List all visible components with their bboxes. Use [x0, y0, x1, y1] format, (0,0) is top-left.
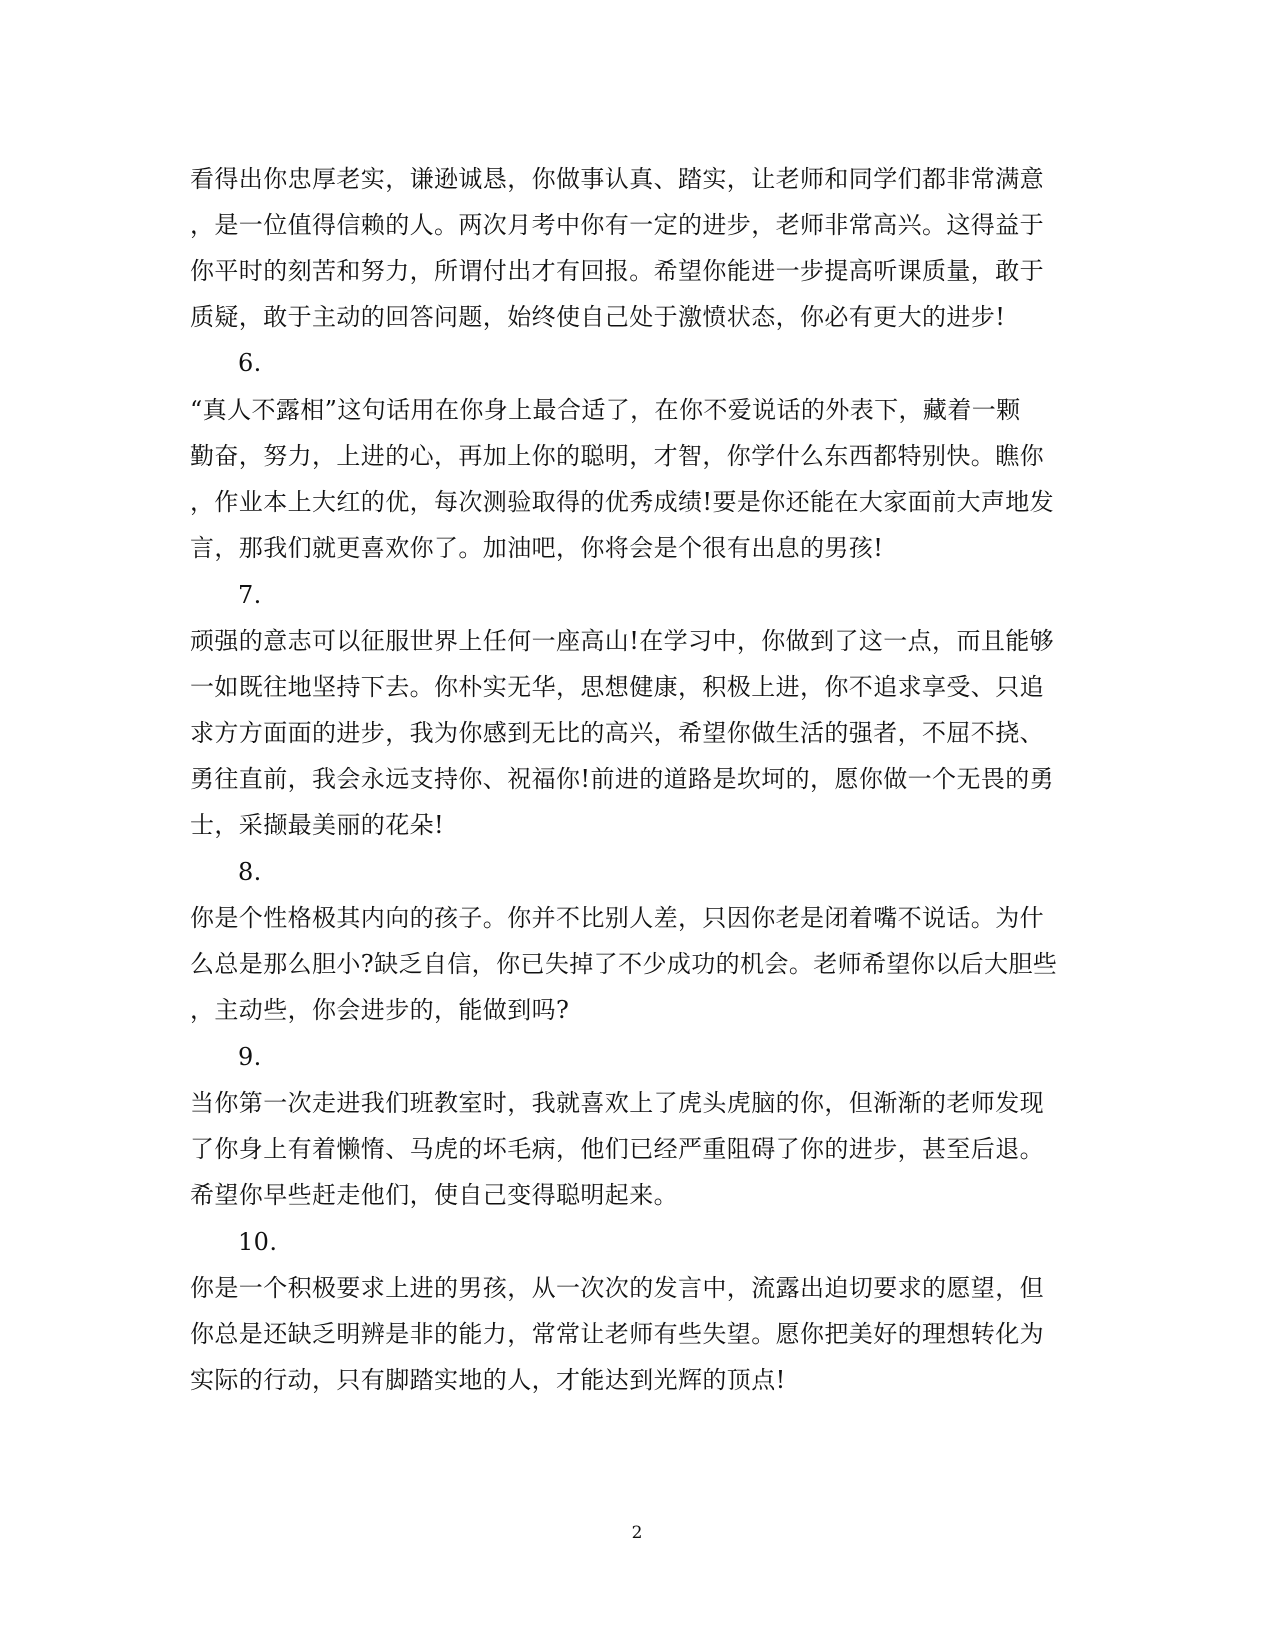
item-number: 6.: [238, 349, 262, 377]
paragraph-line: 言，那我们就更喜欢你了。加油吧，你将会是个很有出息的男孩!: [190, 534, 884, 562]
item-number: 7.: [238, 581, 262, 609]
paragraph-line: 你总是还缺乏明辨是非的能力，常常让老师有些失望。愿你把美好的理想转化为: [190, 1320, 1044, 1348]
item-number: 8.: [238, 858, 262, 886]
paragraph-line: 看得出你忠厚老实，谦逊诚恳，你做事认真、踏实，让老师和同学们都非常满意: [190, 165, 1044, 193]
paragraph-line: 你平时的刻苦和努力，所谓付出才有回报。希望你能进一步提高听课质量，敢于: [190, 257, 1044, 285]
paragraph-line: 你是个性格极其内向的孩子。你并不比别人差，只因你老是闭着嘴不说话。为什: [190, 904, 1044, 932]
item-number: 9.: [238, 1043, 262, 1071]
paragraph-line: ，是一位值得信赖的人。两次月考中你有一定的进步，老师非常高兴。这得益于: [190, 211, 1044, 239]
paragraph-line: 士，采撷最美丽的花朵!: [190, 811, 445, 839]
paragraph-line: 么总是那么胆小?缺乏自信，你已失掉了不少成功的机会。老师希望你以后大胆些: [190, 950, 1058, 978]
paragraph-line: 你是一个积极要求上进的男孩，从一次次的发言中，流露出迫切要求的愿望，但: [190, 1274, 1044, 1302]
paragraph-line: ，主动些，你会进步的，能做到吗?: [190, 996, 570, 1024]
paragraph-line: 质疑，敢于主动的回答问题，始终使自己处于激愤状态，你必有更大的进步!: [190, 303, 1006, 331]
paragraph-line: 实际的行动，只有脚踏实地的人，才能达到光辉的顶点!: [190, 1366, 786, 1394]
paragraph-line: “真人不露相”这句话用在你身上最合适了，在你不爱说话的外表下，藏着一颗: [190, 396, 1021, 424]
page-number: 2: [631, 1523, 643, 1543]
paragraph-line: 勇往直前，我会永远支持你、祝福你!前进的道路是坎坷的，愿你做一个无畏的勇: [190, 765, 1055, 793]
paragraph-line: ，作业本上大红的优，每次测验取得的优秀成绩!要是你还能在大家面前大声地发: [190, 488, 1055, 516]
paragraph-line: 了你身上有着懒惰、马虎的坏毛病，他们已经严重阻碍了你的进步，甚至后退。: [190, 1135, 1044, 1163]
paragraph-line: 一如既往地坚持下去。你朴实无华，思想健康，积极上进，你不追求享受、只追: [190, 673, 1044, 701]
paragraph-line: 希望你早些赶走他们，使自己变得聪明起来。: [190, 1181, 678, 1209]
paragraph-line: 勤奋，努力，上进的心，再加上你的聪明，才智，你学什么东西都特别快。瞧你: [190, 442, 1044, 470]
paragraph-line: 顽强的意志可以征服世界上任何一座高山!在学习中，你做到了这一点，而且能够: [190, 627, 1055, 655]
paragraph-line: 求方方面面的进步，我为你感到无比的高兴，希望你做生活的强者，不屈不挠、: [190, 719, 1044, 747]
item-number: 10.: [238, 1228, 278, 1256]
paragraph-line: 当你第一次走进我们班教室时，我就喜欢上了虎头虎脑的你，但渐渐的老师发现: [190, 1089, 1044, 1117]
